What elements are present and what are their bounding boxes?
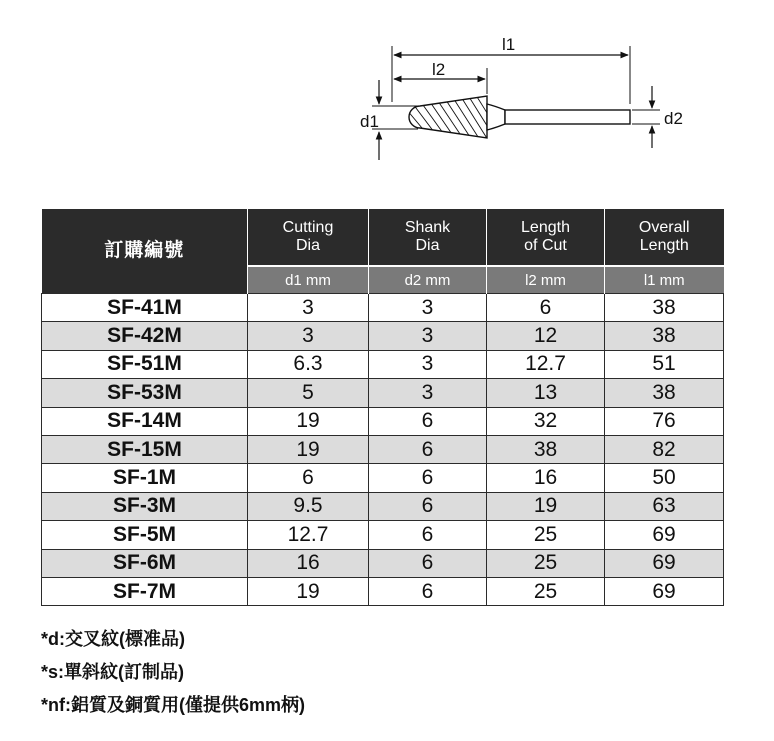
note-d: *d:交叉紋(標准品) [41, 629, 185, 649]
header-order-code: 訂購編號 [42, 209, 248, 294]
cell-d1: 12.7 [248, 521, 369, 549]
cell-l2: 25 [487, 521, 605, 549]
cell-l2: 19 [487, 492, 605, 520]
table-row [42, 577, 724, 605]
header-overall-length: Overall Length [605, 209, 724, 266]
cell-d1: 19 [248, 435, 369, 463]
cell-d1: 3 [248, 294, 369, 322]
header-length-of-cut: Length of Cut [487, 209, 605, 266]
note-s: *s:單斜紋(訂制品) [41, 662, 184, 682]
cell-l1: 50 [605, 464, 724, 492]
cell-d1: 16 [248, 549, 369, 577]
header-shank-dia: Shank Dia [369, 209, 487, 266]
table-row [42, 322, 724, 350]
cell-d2: 6 [369, 464, 487, 492]
burr-neck [487, 104, 505, 130]
label-l1: l1 [502, 35, 516, 54]
cell-d1: 6.3 [248, 350, 369, 378]
burr-shank [505, 110, 630, 124]
table-row [42, 549, 724, 577]
cell-l1: 76 [605, 407, 724, 435]
table-row [42, 521, 724, 549]
cell-l1: 69 [605, 521, 724, 549]
cell-code: SF-15M [42, 435, 248, 463]
table-row [42, 350, 724, 378]
cell-l1: 63 [605, 492, 724, 520]
cell-d2: 6 [369, 577, 487, 605]
cell-code: SF-51M [42, 350, 248, 378]
cell-l2: 25 [487, 577, 605, 605]
unit-l1: l1 mm [605, 266, 724, 294]
cell-d2: 6 [369, 407, 487, 435]
footnotes [41, 628, 305, 727]
cell-d2: 6 [369, 521, 487, 549]
cell-d1: 9.5 [248, 492, 369, 520]
header-cutting-dia: Cutting Dia [248, 209, 369, 266]
cell-d1: 3 [248, 322, 369, 350]
table-row [42, 379, 724, 407]
cell-d2: 6 [369, 549, 487, 577]
cell-code: SF-3M [42, 492, 248, 520]
cell-code: SF-6M [42, 549, 248, 577]
burr-head [409, 96, 487, 138]
cell-l1: 38 [605, 379, 724, 407]
cell-code: SF-41M [42, 294, 248, 322]
cell-code: SF-1M [42, 464, 248, 492]
label-l2: l2 [432, 60, 446, 79]
cell-code: SF-42M [42, 322, 248, 350]
table-row [42, 492, 724, 520]
cell-l1: 69 [605, 577, 724, 605]
cell-code: SF-5M [42, 521, 248, 549]
cell-l1: 38 [605, 322, 724, 350]
cell-code: SF-14M [42, 407, 248, 435]
table-row [42, 294, 724, 322]
table-row [42, 435, 724, 463]
cell-l2: 13 [487, 379, 605, 407]
unit-l2: l2 mm [487, 266, 605, 294]
label-d2: d2 [664, 109, 683, 128]
cell-l2: 32 [487, 407, 605, 435]
table-row [42, 464, 724, 492]
cell-d1: 5 [248, 379, 369, 407]
spec-table [41, 209, 724, 606]
note-nf: *nf:鋁質及銅質用(僅提供6mm柄) [41, 695, 305, 715]
unit-d2: d2 mm [369, 266, 487, 294]
cell-d1: 6 [248, 464, 369, 492]
cell-l2: 12 [487, 322, 605, 350]
cell-d1: 19 [248, 407, 369, 435]
cell-l2: 25 [487, 549, 605, 577]
header-row [42, 209, 724, 266]
cell-l2: 16 [487, 464, 605, 492]
cell-d1: 19 [248, 577, 369, 605]
cell-l2: 38 [487, 435, 605, 463]
cell-d2: 3 [369, 322, 487, 350]
burr-dimension-diagram [0, 0, 774, 200]
label-d1: d1 [360, 112, 379, 131]
cell-l2: 6 [487, 294, 605, 322]
unit-d1: d1 mm [248, 266, 369, 294]
cell-l2: 12.7 [487, 350, 605, 378]
cell-l1: 82 [605, 435, 724, 463]
table-row [42, 407, 724, 435]
cell-code: SF-7M [42, 577, 248, 605]
cell-d2: 3 [369, 379, 487, 407]
cell-l1: 51 [605, 350, 724, 378]
cell-d2: 3 [369, 350, 487, 378]
cell-d2: 6 [369, 435, 487, 463]
cell-d2: 6 [369, 492, 487, 520]
cell-code: SF-53M [42, 379, 248, 407]
cell-d2: 3 [369, 294, 487, 322]
cell-l1: 69 [605, 549, 724, 577]
cell-l1: 38 [605, 294, 724, 322]
